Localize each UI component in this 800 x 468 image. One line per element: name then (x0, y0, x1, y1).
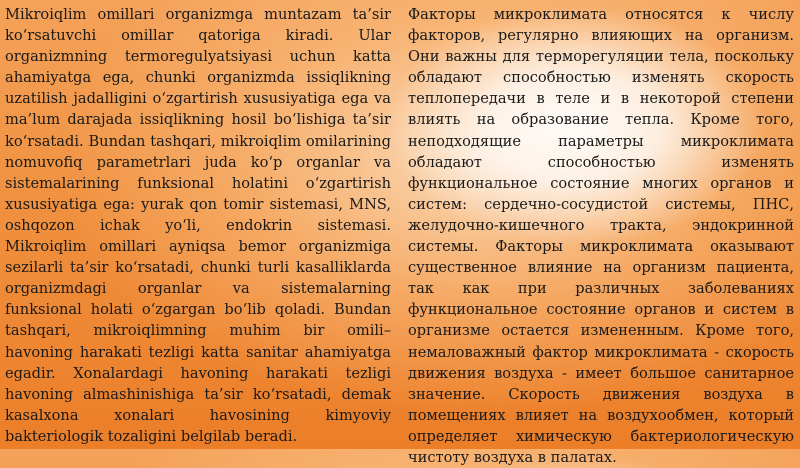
uzbek-text-column: Mikroiqlim omillari organizmga muntazam ta’sir ko‘rsatuvchi omillar qatoriga kiradi. Ular organizmning termoregulyatsiyasi uchun katta ahamiyatga ega, chunki organizmda issiqlikning uzatilish jadalligini o‘zgartirish xususiyatiga ega va ma’lum darajada issiqlikning hosil bo‘lishiga ta’sir ko‘rsatadi. Bundan tashqari, mikroiqlim omilarining nomuvofiq parametrlari juda ko‘p organlar va sistemalarining funksional holatini o‘zgartirish xususiyatiga ega: yurak qon tomir sistemasi, MNS, oshqozon ichak yo‘li, endokrin sistemasi. Mikroiqlim omillari ayniqsa bemor organizmiga sezilarli ta’sir ko‘rsatadi, chunki turli kasalliklarda organizmdagi organlar va sistemalarning funksional holati o‘zgargan bo‘lib qoladi. Bundan tashqari, mikroiqlimning muhim bir omili– havoning harakati tezligi katta sanitar ahamiyatga egadir. Xonalardagi havoning harakati tezligi havoning almashinishiga ta’sir ko‘rsatadi, demak kasalxona xonalari havosining kimyoviy bakteriologik tozaligini belgilab beradi. (5, 6, 391, 445)
russian-text-column: Факторы микроклимата относятся к числу факторов, регулярно влияющих на организм. Они важны для терморегуляции тела, поскольку обладают способностью изменять скорость теплопередачи в теле и в некоторой степени влиять на образование тепла. Кроме того, неподходящие параметры микроклимата обладают способностью изменять функциональное состояние многих органов и систем: сердечно-сосудистой системы, ПНС, желудочно-кишечного тракта, эндокринной системы. Факторы микроклимата оказывают существенное влияние на организм пациента, так как при различных заболеваниях функциональное состояние органов и систем в организме остается измененным. Кроме того, немаловажный фактор микроклимата - скорость движения воздуха - имеет большое санитарное значение. Скорость движения воздуха в помещениях влияет на воздухообмен, который определяет химическую бактериологическую чистоту воздуха в палатах. (408, 6, 794, 466)
